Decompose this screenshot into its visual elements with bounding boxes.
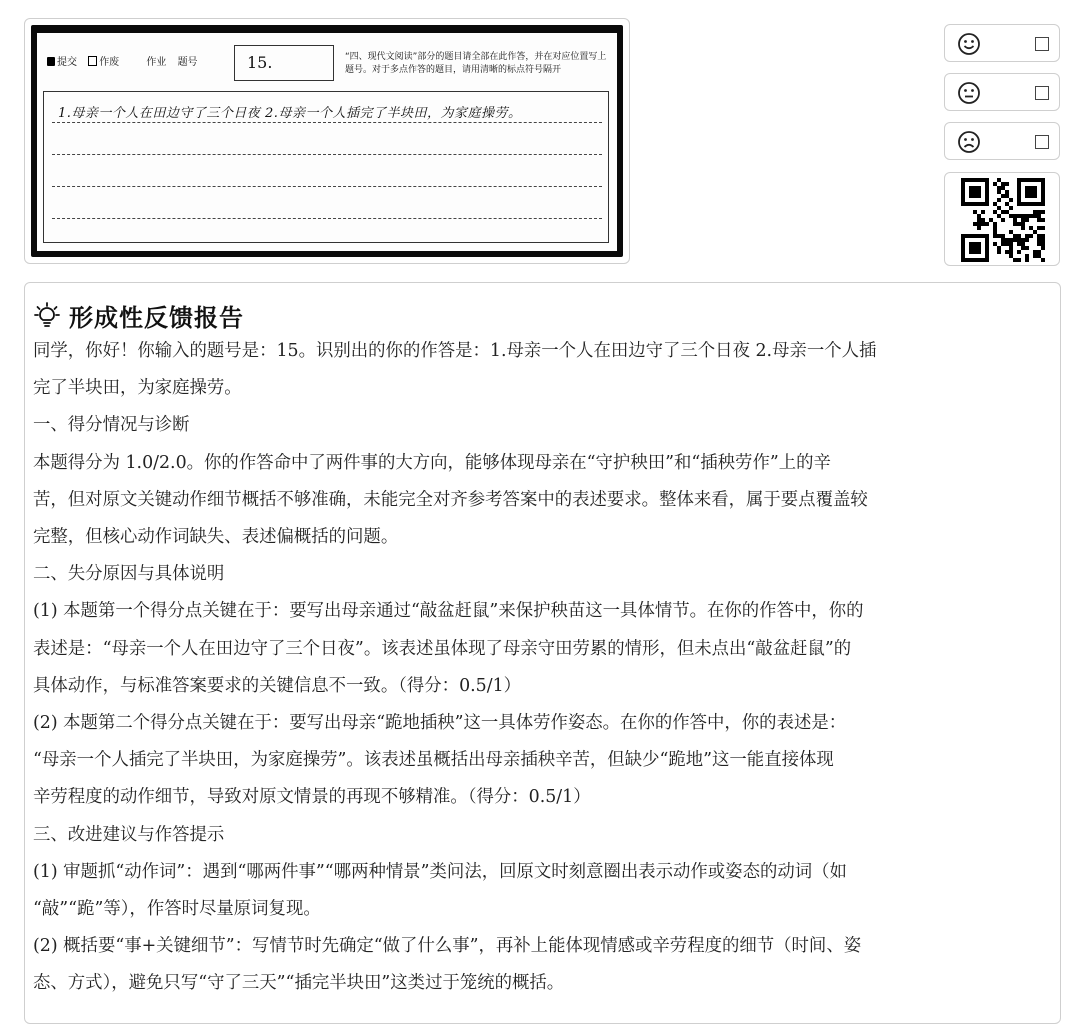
neutral-face-icon [957, 81, 981, 105]
suggestion-2: (2) 概括要“事+关键细节”：写情节时先确定“做了什么事”，再补上能体现情感或辛劳程度的细节（时间、姿 态、方式），避免只写“守了三天”“插完半块田”这类过于笼统的概括。 [33, 936, 862, 994]
greeting-paragraph: 同学，你好！你输入的题号是：15。识别出的你的作答是：1.母亲一个人在田边守了三个日夜 2.母亲一个人插 完了半块田，为家庭操劳。 [33, 341, 877, 399]
question-number-box: 15. [234, 45, 334, 81]
unsatisfied-checkbox[interactable] [1035, 135, 1049, 149]
mark-options [47, 53, 206, 68]
answer-sheet-paper [37, 33, 617, 251]
dotted-line [52, 154, 602, 155]
answer-scan-panel [24, 18, 630, 264]
section-heading-deductions: 二、失分原因与具体说明 [33, 564, 225, 585]
question-number-label: 题号 [177, 57, 198, 68]
sad-face-icon [957, 130, 981, 154]
report-body [33, 333, 1052, 1003]
neutral-checkbox[interactable] [1035, 86, 1049, 100]
handwritten-answer: 1.母亲一个人在田边守了三个日夜 2.母亲一个人插完了半块田，为家庭操劳。 [58, 106, 522, 121]
feedback-option-satisfied[interactable] [944, 24, 1060, 62]
dotted-line [52, 218, 602, 219]
feedback-report [24, 282, 1061, 1024]
dotted-line [52, 122, 602, 123]
score-diagnosis-paragraph: 本题得分为 1.0/2.0。你的作答命中了两件事的大方向，能够体现母亲在“守护秧田”和“插秧劳作”上的辛 苦，但对原文关键动作细节概括不够准确，未能完全对齐参考答案中的表述要求。整体来看，属于要点覆盖较 完整，但核心动作词缺失、表述偏概括的问题。 [33, 452, 868, 548]
scanned-answer-image [31, 25, 623, 257]
qr-code-icon [961, 178, 1045, 262]
feedback-option-neutral[interactable] [944, 73, 1060, 111]
deduction-point-2: (2) 本题第二个得分点关键在于：要写出母亲“跪地插秧”这一具体劳作姿态。在你的作答中，你的表述是： “母亲一个人插完了半块田，为家庭操劳”。该表述虽概括出母亲插秧辛苦，但缺少“跪地”这一能直接体现 辛劳程度的动作细节，导致对原文情景的再现不够精准。（得分：0.5/1） [33, 713, 847, 808]
feedback-option-unsatisfied[interactable] [944, 122, 1060, 160]
filled-square-icon [47, 57, 55, 66]
lightbulb-icon [33, 301, 61, 329]
section-heading-score: 一、得分情况与诊断 [33, 415, 190, 436]
smile-face-icon [957, 32, 981, 56]
submit-mark: 提交 [47, 53, 77, 68]
dotted-line [52, 186, 602, 187]
handwritten-answer-area [43, 91, 609, 243]
section-heading-suggestions: 三、改进建议与作答提示 [33, 824, 225, 845]
satisfied-checkbox[interactable] [1035, 37, 1049, 51]
report-title: 形成性反馈报告 [69, 303, 244, 332]
report-header [33, 297, 1052, 333]
sheet-instructions: “四、现代文阅读”部分的题目请全部在此作答，并在对应位置写上题号。对于多点作答的题目，请用清晰的标点符号隔开 [345, 52, 607, 75]
void-mark: 作废 [88, 53, 119, 68]
deduction-point-1: (1) 本题第一个得分点关键在于：要写出母亲通过“敲盆赶鼠”来保护秧苗这一具体情节。在你的作答中，你的 表述是：“母亲一个人在田边守了三个日夜”。该表述虽体现了母亲守田劳累的情形，但未点出“敲盆赶鼠”的 具体动作，与标准答案要求的关键信息不一致。（得分：0.5/1） [33, 601, 864, 696]
work-label: 作业 [146, 57, 167, 68]
suggestion-1: (1) 审题抓“动作词”：遇到“哪两件事”“哪两种情景”类问法，回原文时刻意圈出表示动作或姿态的动词（如 “敲”“跪”等），作答时尽量原词复现。 [33, 861, 847, 920]
qr-code-panel[interactable] [944, 172, 1060, 266]
empty-square-icon [88, 56, 97, 66]
